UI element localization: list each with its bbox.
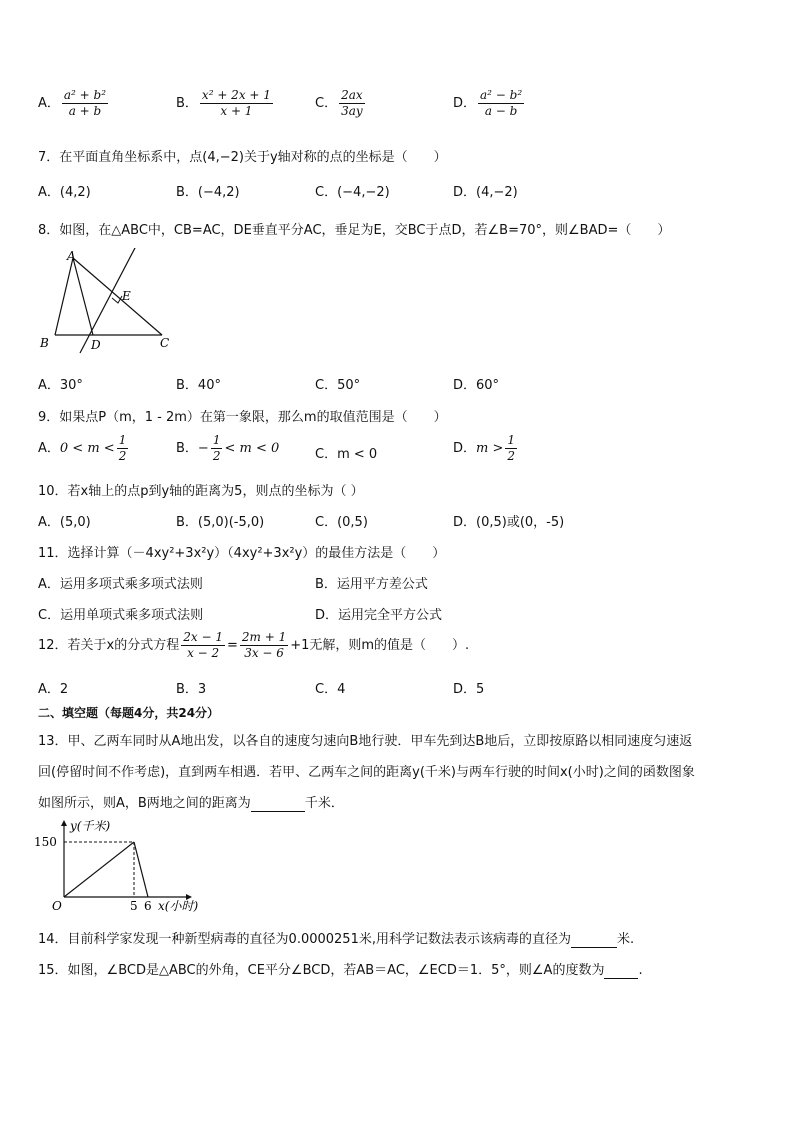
q7-option-d: D．(4,−2) bbox=[453, 185, 518, 200]
q8-label-b: B bbox=[40, 336, 49, 350]
q15-answer-blank bbox=[604, 963, 638, 979]
q10-option-c: C．(0,5) bbox=[315, 515, 368, 530]
q9-option-b-fraction bbox=[211, 433, 223, 464]
q9-option-a-left: 0 < m < bbox=[59, 441, 115, 456]
q15-pre: 15．如图，∠BCD是△ABC的外角，CE平分∠BCD，若AB＝AC，∠ECD＝1．5°，则∠A的度数为 bbox=[38, 963, 605, 978]
q13-line-2: 回(停留时间不作考虑)，直到两车相遇．若甲、乙两车之间的距离y(千米)与两车行驶的时间x(小时)之间的函数图象 bbox=[38, 765, 695, 780]
q8-label-e: E bbox=[122, 289, 131, 303]
q8-option-b: B．40° bbox=[176, 378, 221, 393]
q9-option-b-denominator: 2 bbox=[212, 449, 221, 463]
q6-option-a-numerator: a² + b² bbox=[63, 88, 107, 102]
q14-pre: 14．目前科学家发现一种新型病毒的直径为0.0000251米,用科学记数法表示该病毒的直径为 bbox=[38, 932, 571, 947]
q9-option-d-numerator: 1 bbox=[507, 433, 516, 447]
q11-option-c: C．运用单项式乘多项式法则 bbox=[38, 608, 204, 623]
q13-rising-segment bbox=[64, 842, 134, 897]
q11-option-d: D．运用完全平方公式 bbox=[315, 608, 443, 623]
q8-option-d: D．60° bbox=[453, 378, 500, 393]
q9-option-a bbox=[38, 433, 130, 464]
q14-answer-blank bbox=[571, 932, 617, 948]
q9-option-b bbox=[176, 433, 279, 464]
q6-option-c-denominator: 3ay bbox=[341, 104, 363, 118]
q11-option-a: A．运用多项式乘多项式法则 bbox=[38, 577, 203, 592]
q12-stem bbox=[38, 630, 469, 661]
q9-option-b-numerator: 1 bbox=[212, 433, 221, 447]
q8-right-angle-mark bbox=[112, 296, 122, 303]
q11-option-b: B．运用平方差公式 bbox=[315, 577, 428, 592]
q13-answer-blank bbox=[251, 796, 305, 812]
q12-option-c: C．4 bbox=[315, 682, 346, 697]
q6-option-c-fraction bbox=[339, 88, 365, 119]
q10-option-b: B．(5,0)(-5,0) bbox=[176, 515, 265, 530]
q9-option-a-fraction bbox=[117, 433, 129, 464]
q13-falling-segment bbox=[134, 842, 148, 897]
q6-option-c-numerator: 2ax bbox=[341, 88, 363, 102]
q8-triangle-figure bbox=[36, 248, 186, 360]
q8-side-ab bbox=[55, 258, 73, 335]
q9-option-a-denominator: 2 bbox=[118, 449, 127, 463]
q9-option-d bbox=[453, 433, 519, 464]
q12-rhs-denominator: 3x − 6 bbox=[244, 646, 284, 660]
q9-option-d-denominator: 2 bbox=[507, 449, 516, 463]
q14-line bbox=[38, 928, 634, 948]
q13-line-3 bbox=[38, 792, 344, 812]
q12-lhs-denominator: x − 2 bbox=[187, 646, 220, 660]
q8-stem: 8．如图，在△ABC中，CB=AC，DE垂直平分AC，垂足为E，交BC于点D，若∠B=70°，则∠BAD=（ ） bbox=[38, 223, 671, 238]
q12-option-b: B．3 bbox=[176, 682, 207, 697]
q6-option-a-label: A． bbox=[38, 96, 60, 111]
q13-origin-label: O bbox=[52, 899, 62, 913]
q7-option-a: A．(4,2) bbox=[38, 185, 91, 200]
q13-distance-time-graph bbox=[30, 815, 210, 915]
q6-option-d bbox=[453, 88, 526, 119]
q13-x-tick-6: 6 bbox=[144, 899, 152, 913]
q12-stem-pre: 12．若关于x的分式方程 bbox=[38, 638, 180, 653]
q8-option-a: A．30° bbox=[38, 378, 83, 393]
q9-stem: 9．如果点P（m，1 - 2m）在第一象限，那么m的取值范围是（ ） bbox=[38, 410, 447, 425]
q12-rhs-fraction bbox=[240, 630, 288, 661]
q6-option-d-numerator: a² − b² bbox=[480, 88, 523, 102]
q12-stem-post: +1无解，则m的值是（ ）. bbox=[290, 638, 470, 653]
q11-stem: 11．选择计算（－4xy²+3x²y）（4xy²+3x²y）的最佳方法是（ ） bbox=[38, 546, 446, 561]
q6-option-a-fraction bbox=[62, 88, 108, 119]
q6-option-b-label: B． bbox=[176, 96, 198, 111]
q13-line-1: 13．甲、乙两车同时从A地出发，以各自的速度匀速向B地行驶．甲车先到达B地后，立即按原路以相同速度匀速返 bbox=[38, 734, 693, 749]
q8-side-ac bbox=[73, 258, 162, 335]
q15-post: . bbox=[638, 963, 643, 978]
q6-option-d-label: D． bbox=[453, 96, 477, 111]
q6-option-c-label: C． bbox=[315, 96, 338, 111]
q6-option-b-denominator: x + 1 bbox=[220, 104, 253, 118]
q9-option-c: C．m < 0 bbox=[315, 447, 378, 462]
q8-segment-ad bbox=[73, 258, 93, 335]
q7-stem: 7．在平面直角坐标系中，点(4,−2)关于y轴对称的点的坐标是（ ） bbox=[38, 150, 447, 165]
q12-rhs-numerator: 2m + 1 bbox=[241, 630, 287, 644]
q7-option-b: B．(−4,2) bbox=[176, 185, 240, 200]
q12-lhs-numerator: 2x − 1 bbox=[183, 630, 223, 644]
q9-option-d-fraction bbox=[505, 433, 517, 464]
q6-option-a bbox=[38, 88, 110, 119]
q9-option-a-label: A． bbox=[38, 441, 60, 456]
q12-option-d: D．5 bbox=[453, 682, 485, 697]
q13-line-3-post: 千米． bbox=[304, 796, 344, 811]
q10-option-d: D．(0,5)或(0，-5) bbox=[453, 515, 565, 530]
q8-label-d: D bbox=[91, 338, 101, 352]
q12-lhs-fraction bbox=[181, 630, 225, 661]
q13-x-axis-label: x(小时) bbox=[158, 899, 199, 913]
q8-label-c: C bbox=[160, 336, 170, 350]
q6-option-b-fraction bbox=[200, 88, 273, 119]
q13-x-tick-5: 5 bbox=[130, 899, 138, 913]
q13-y-axis-label: y(千米) bbox=[70, 819, 111, 833]
q8-option-c: C．50° bbox=[315, 378, 361, 393]
q12-option-a: A．2 bbox=[38, 682, 69, 697]
q6-option-d-denominator: a − b bbox=[484, 104, 518, 118]
q14-post: 米. bbox=[616, 932, 635, 947]
q9-option-d-label: D． bbox=[453, 441, 477, 456]
q15-line bbox=[38, 959, 643, 979]
q6-option-b-numerator: x² + 2x + 1 bbox=[201, 88, 271, 102]
section-fill-in-heading: 二、填空题（每题4分，共24分） bbox=[38, 706, 220, 720]
q12-equals: = bbox=[226, 638, 238, 653]
q6-option-b bbox=[176, 88, 275, 119]
q10-option-a: A．(5,0) bbox=[38, 515, 91, 530]
q13-line-3-pre: 如图所示，则A，B两地之间的距离为 bbox=[38, 796, 251, 811]
q9-option-b-label: B． bbox=[176, 441, 198, 456]
q13-y-axis-arrow bbox=[61, 820, 67, 826]
q7-option-c: C．(−4,−2) bbox=[315, 185, 390, 200]
q6-option-c bbox=[315, 88, 367, 119]
q9-option-d-left: m > bbox=[476, 441, 504, 456]
q8-label-a: A bbox=[67, 249, 76, 263]
q6-option-a-denominator: a + b bbox=[68, 104, 102, 118]
q10-stem: 10．若x轴上的点p到y轴的距离为5，则点的坐标为（ ） bbox=[38, 484, 364, 499]
q9-option-a-numerator: 1 bbox=[118, 433, 127, 447]
q6-option-d-fraction bbox=[478, 88, 524, 119]
q9-option-b-right: < m < 0 bbox=[224, 441, 280, 456]
q13-y-tick-150: 150 bbox=[34, 835, 57, 849]
q9-option-b-left: − bbox=[197, 441, 209, 456]
